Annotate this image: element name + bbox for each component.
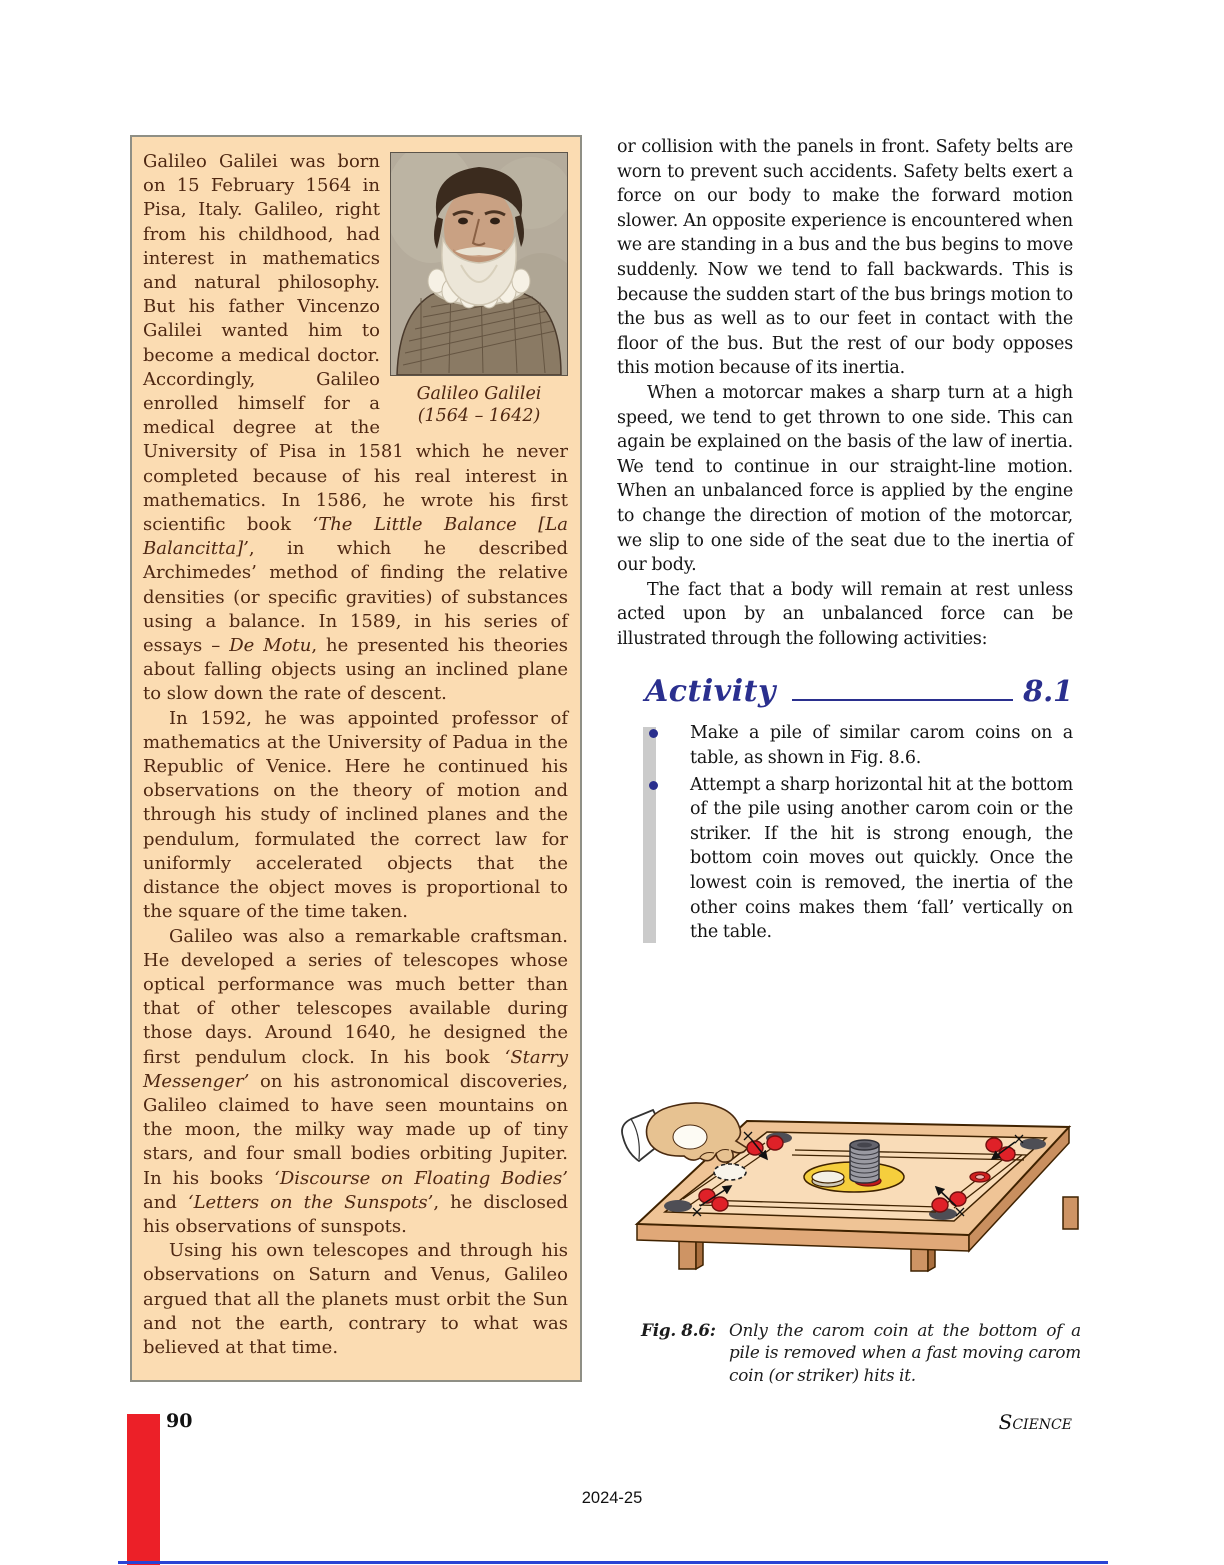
galileo-portrait-image	[390, 152, 568, 376]
book-title-de-motu: De Motu	[229, 635, 312, 657]
flicking-hand	[622, 1103, 747, 1162]
bullet-icon	[649, 729, 658, 738]
activity-step-2	[690, 773, 1073, 945]
book-title-starry-messenger: ‘Starry Messenger’	[143, 1046, 568, 1092]
text-fragment: and	[143, 1191, 188, 1213]
figure-caption-text: Only the carom coin at the bottom of a pile is removed when a fast moving carom coin (or striker) hits it.	[729, 1319, 1081, 1385]
bio-paragraph-4: Using his own telescopes and through his observations on Saturn and Venus, Galileo argued that all the planets must orbit the Sun and not the earth, contrary to what was believed at that time.	[143, 1240, 568, 1358]
book-title-floating-bodies: ‘Discourse on Floating Bodies’	[274, 1167, 569, 1189]
body-paragraph-3: The fact that a body will remain at rest unless acted upon by an unbalanced force can be illustrated through the following activities:	[617, 579, 1073, 649]
hand-gap	[673, 1125, 707, 1149]
activity-title: Activity	[645, 674, 776, 710]
activity-side-bar	[643, 727, 656, 942]
figure-8-6	[617, 1093, 1087, 1386]
activity-header	[645, 674, 1073, 710]
text-fragment: , he disclosed his observations of sunspots.	[143, 1191, 568, 1237]
text-fragment: on his astronomical discoveries, Galileo claimed to have seen mountains on the moon, the milky way made up of tiny stars, and four small bodies orbiting Jupiter. In his books	[143, 1070, 568, 1189]
text-fragment: Galileo Galilei was born on 15 February 1564 in Pisa, Italy. Galileo, right from his childhood, had interest in mathematics and natural philosophy. But his father Vincenzo Galilei wanted him to become a medical doctor. Accordingly, Galileo enrolled himself for a medical degree at the University of Pisa in 1581 which he never completed because of his real interest in mathematics. In 1586, he wrote his first scientific book	[143, 151, 568, 536]
running-title: Science	[998, 1410, 1072, 1434]
portrait-caption-years: (1564 – 1642)	[417, 406, 541, 426]
bio-paragraph-2: In 1592, he was appointed professor of mathematics at the University of Padua in the Republic of Venice. Here he continued his observations on the theory of motion and through his study of inclined planes and the pendulum, formulated the correct law for uniformly accelerated objects that the distance the object moves is proportional to the square of the time taken.	[143, 707, 568, 923]
figure-label: Fig. 8.6:	[641, 1319, 716, 1340]
activity-number: 8.1	[1023, 674, 1073, 709]
activity-step-text: Make a pile of similar carom coins on a table, as shown in Fig. 8.6.	[690, 723, 1073, 769]
page-number: 90	[166, 1410, 193, 1432]
text-fragment: , he presented his theories about falling objects using an inclined plane to slow down the rate of descent.	[143, 635, 568, 705]
coin-pile	[850, 1140, 879, 1183]
edition-label: 2024-25	[581, 1489, 643, 1507]
activity-steps-list	[690, 721, 1073, 944]
portrait-caption-name: Galileo Galilei	[416, 384, 542, 404]
portrait-caption	[390, 383, 568, 427]
figure-caption	[641, 1319, 1087, 1387]
dashed-striker-position	[714, 1164, 746, 1180]
activity-step-1	[690, 721, 1073, 770]
bio-paragraph-3	[143, 925, 568, 1240]
galileo-portrait-figure	[390, 152, 568, 427]
flat-red-coin	[970, 1172, 990, 1182]
text-fragment: , in which he described Archimedes’ method of finding the relative densities (or specific gravities) of substances using a balance. In 1589, in his series of essays –	[143, 538, 568, 657]
activity-rule	[792, 698, 1013, 701]
body-paragraph-2: When a motorcar makes a sharp turn at a high speed, we tend to get thrown to one side. This can again be explained on the basis of the law of inertia. We tend to continue in our straight-line motion. When an unbalanced force is applied by the engine to change the direction of motion of the motorcar, we slip to one side of the seat due to the inertia of our body.	[617, 382, 1073, 576]
carrom-board-illustration	[617, 1093, 1087, 1293]
book-title-little-balance: ‘The Little Balance [La Balancitta]’	[143, 514, 568, 560]
text-fragment: Galileo was also a remarkable craftsman. He developed a series of telescopes whose optical performance was much better than that of other telescopes available during those days. Around 1640, he designed the first pendulum clock. In his book	[143, 925, 568, 1068]
chapter-red-tab	[127, 1414, 160, 1565]
white-striker-coin	[812, 1171, 844, 1183]
page-bottom-rule	[118, 1561, 1108, 1564]
bullet-icon	[649, 781, 658, 790]
activity-body	[617, 721, 1073, 944]
book-title-sunspots: ‘Letters on the Sunspots’	[187, 1191, 434, 1213]
activity-step-text: Attempt a sharp horizontal hit at the bottom of the pile using another carom coin or the striker. If the hit is strong enough, the bottom coin moves out quickly. Once the lowest coin is removed, the inertia of the other coins makes them ‘fall’ vertically on the table.	[690, 774, 1073, 943]
galileo-bio-box	[130, 135, 582, 1382]
body-paragraph-1: or collision with the panels in front. Safety belts are worn to prevent such accidents. Safety belts exert a force on our body to make the forward motion slower. An opposite experience is encountered when we are standing in a bus and the bus begins to move suddenly. Now we tend to fall backwards. This is because the sudden start of the bus brings motion to the bus as well as to our feet in contact with the floor of the bus. But the rest of our body opposes this motion because of its inertia.	[617, 137, 1073, 379]
main-text-column	[617, 135, 1081, 1425]
